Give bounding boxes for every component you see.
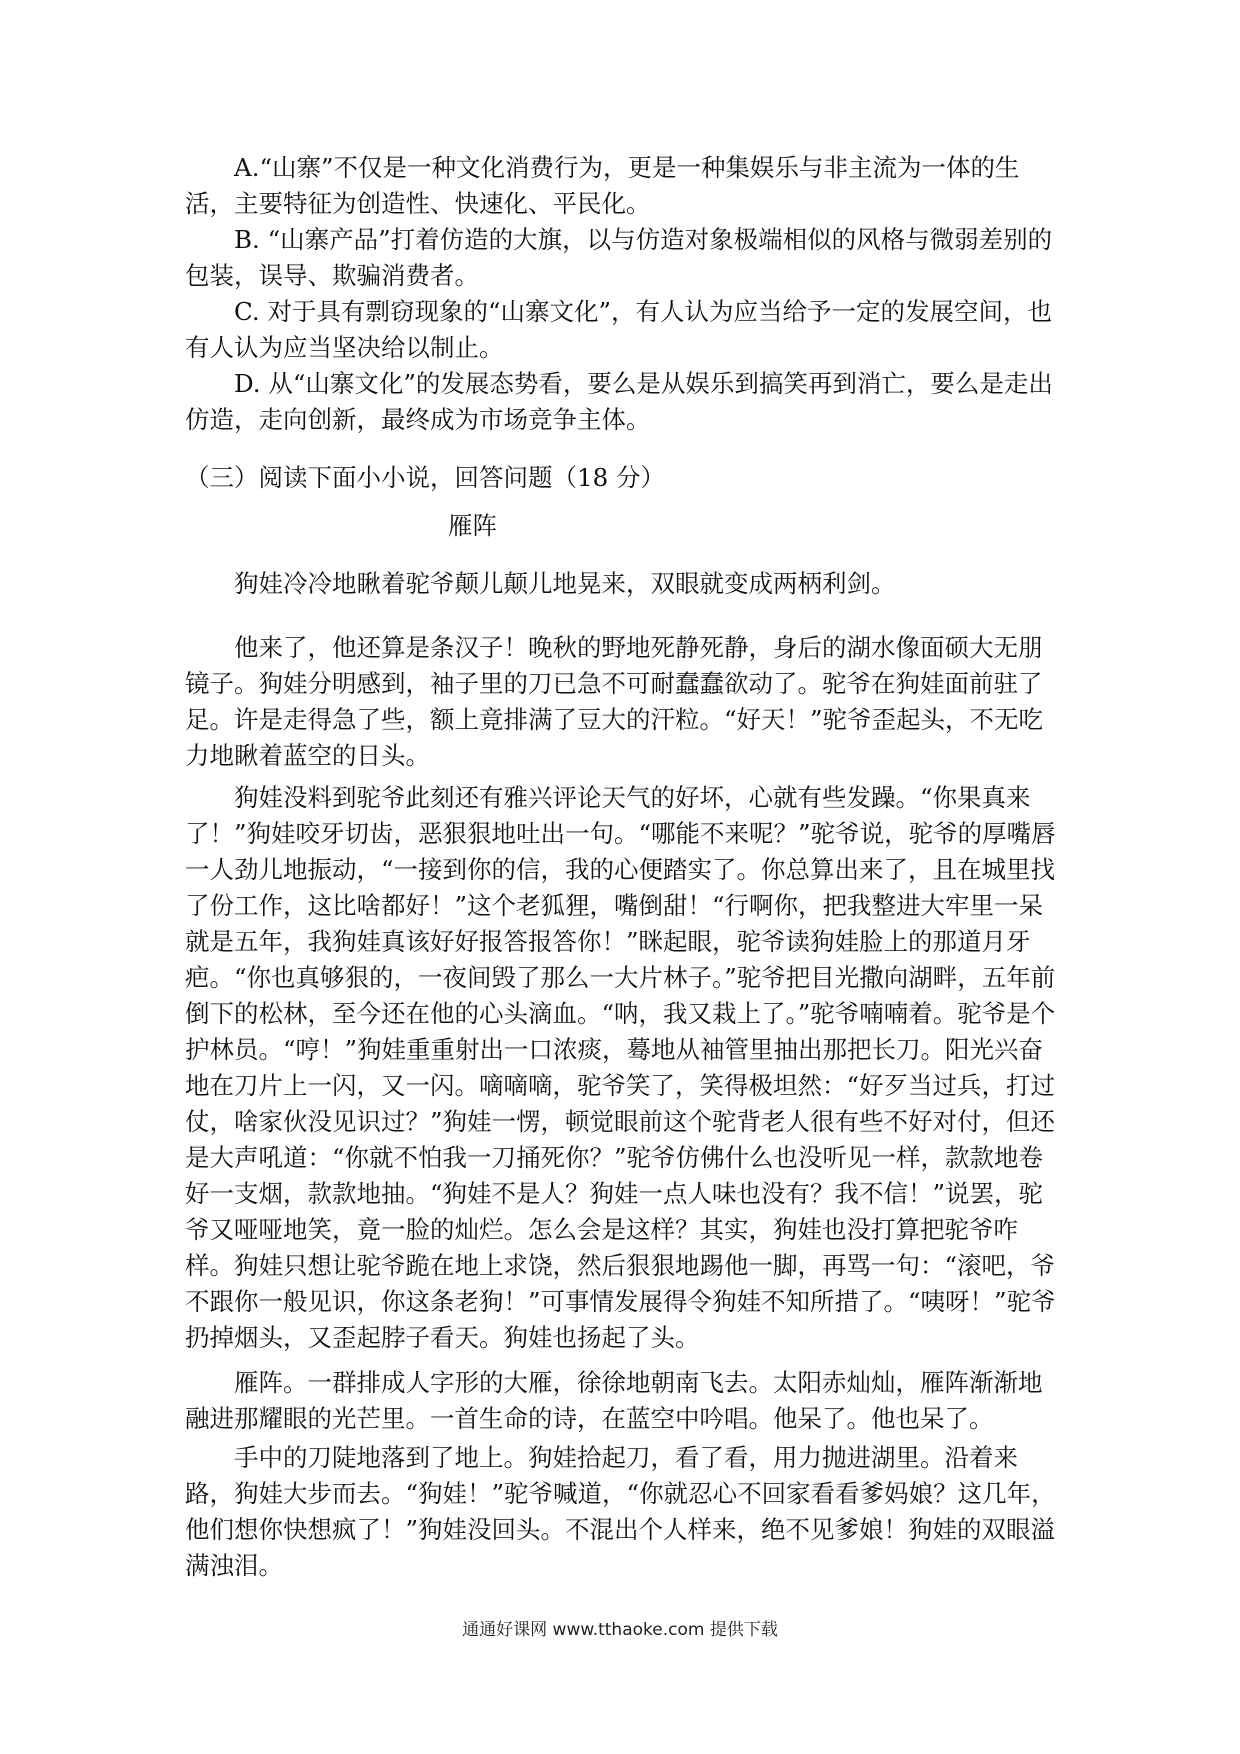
choice-c xyxy=(185,294,1065,366)
choice-letter: D. xyxy=(234,369,261,398)
story-title: 雁阵 xyxy=(448,511,497,540)
page-footer: 通通好课网 www.tthaoke.com 提供下载 xyxy=(462,1620,778,1640)
choice-b xyxy=(185,222,1065,294)
story-paragraph-3: 狗娃没料到驼爷此刻还有雅兴评论天气的好坏，心就有些发躁。“你果真来了！”狗娃咬牙切齿，恶狠狠地吐出一句。“哪能不来呢？”驼爷说，驼爷的厚嘴唇一人劲儿地振动，“一接到你的信，我的心便踏实了。你总算出来了，且在城里找了份工作，这比啥都好！”这个老狐狸，嘴倒甜！“行啊你，把我整进大牢里一呆就是五年，我狗娃真该好好报答报答你！”眯起眼，驼爷读狗娃脸上的那道月牙疤。“你也真够狠的，一夜间毁了那么一大片林子。”驼爷把目光撒向湖畔，五年前倒下的松林，至今还在他的心头滴血。“呐，我又栽上了。”驼爷喃喃着。驼爷是个护林员。“哼！”狗娃重重射出一口浓痰，蓦地从袖管里抽出那把长刀。阳光兴奋地在刀片上一闪，又一闪。嘀嘀嘀，驼爷笑了，笑得极坦然：“好歹当过兵，打过仗，啥家伙没见识过？”狗娃一愣，顿觉眼前这个驼背老人很有些不好对付，但还是大声吼道：“你就不怕我一刀捅死你？”驼爷仿佛什么也没听见一样，款款地卷好一支烟，款款地抽。“狗娃不是人？狗娃一点人味也没有？我不信！”说罢，驼爷又哑哑地笑，竟一脸的灿烂。怎么会是这样？其实，狗娃也没打算把驼爷咋样。狗娃只想让驼爷跪在地上求饶，然后狠狠地踢他一脚，再骂一句：“滚吧，爷不跟你一般见识，你这条老狗！”可事情发展得令狗娃不知所措了。“咦呀！”驼爷扔掉烟头，又歪起脖子看天。狗娃也扬起了头。 xyxy=(185,783,1056,1352)
choice-text: “山寨产品”打着仿造的大旗，以与仿造对象极端相似的风格与微弱差别的包装，误导、欺骗消费者。 xyxy=(185,225,1053,290)
choice-a xyxy=(185,150,1065,222)
story-paragraph-4: 雁阵。一群排成人字形的大雁，徐徐地朝南飞去。太阳赤灿灿，雁阵渐渐地融进那耀眼的光芒里。一首生命的诗，在蓝空中吟唱。他呆了。他也呆了。 xyxy=(185,1368,1043,1433)
choice-letter: A. xyxy=(234,153,260,182)
story-paragraph-1: 狗娃冷冷地瞅着驼爷颠儿颠儿地晃来，双眼就变成两柄利剑。 xyxy=(234,569,896,598)
choice-d xyxy=(185,366,1065,438)
story-paragraph-5: 手中的刀陡地落到了地上。狗娃拾起刀，看了看，用力抛进湖里。沿着来路，狗娃大步而去。“狗娃！”驼爷喊道，“你就忍心不回家看看爹妈娘？这几年，他们想你快想疯了！”狗娃没回头。不混出个人样来，绝不见爹娘！狗娃的双眼溢满浊泪。 xyxy=(185,1443,1056,1580)
choice-text: 对于具有剽窃现象的“山寨文化”，有人认为应当给予一定的发展空间，也有人认为应当坚决给以制止。 xyxy=(185,297,1053,362)
choice-text: “山寨”不仅是一种文化消费行为，更是一种集娱乐与非主流为一体的生活，主要特征为创造性、快速化、平民化。 xyxy=(185,153,1020,218)
answer-choices xyxy=(185,150,1065,438)
section-heading: （三）阅读下面小小说，回答问题（18 分） xyxy=(185,463,665,492)
story-paragraph-2: 他来了，他还算是条汉子！晚秋的野地死静死静，身后的湖水像面硕大无朋镜子。狗娃分明感到，袖子里的刀已急不可耐蠢蠢欲动了。驼爷在狗娃面前驻了足。许是走得急了些，额上竟排满了豆大的汗粒。“好天！”驼爷歪起头，不无吃力地瞅着蓝空的日头。 xyxy=(185,633,1044,770)
choice-letter: B. xyxy=(234,225,260,254)
choice-letter: C. xyxy=(234,297,260,326)
choice-text: 从“山寨文化”的发展态势看，要么是从娱乐到搞笑再到消亡，要么是走出仿造，走向创新，最终成为市场竞争主体。 xyxy=(185,369,1053,434)
